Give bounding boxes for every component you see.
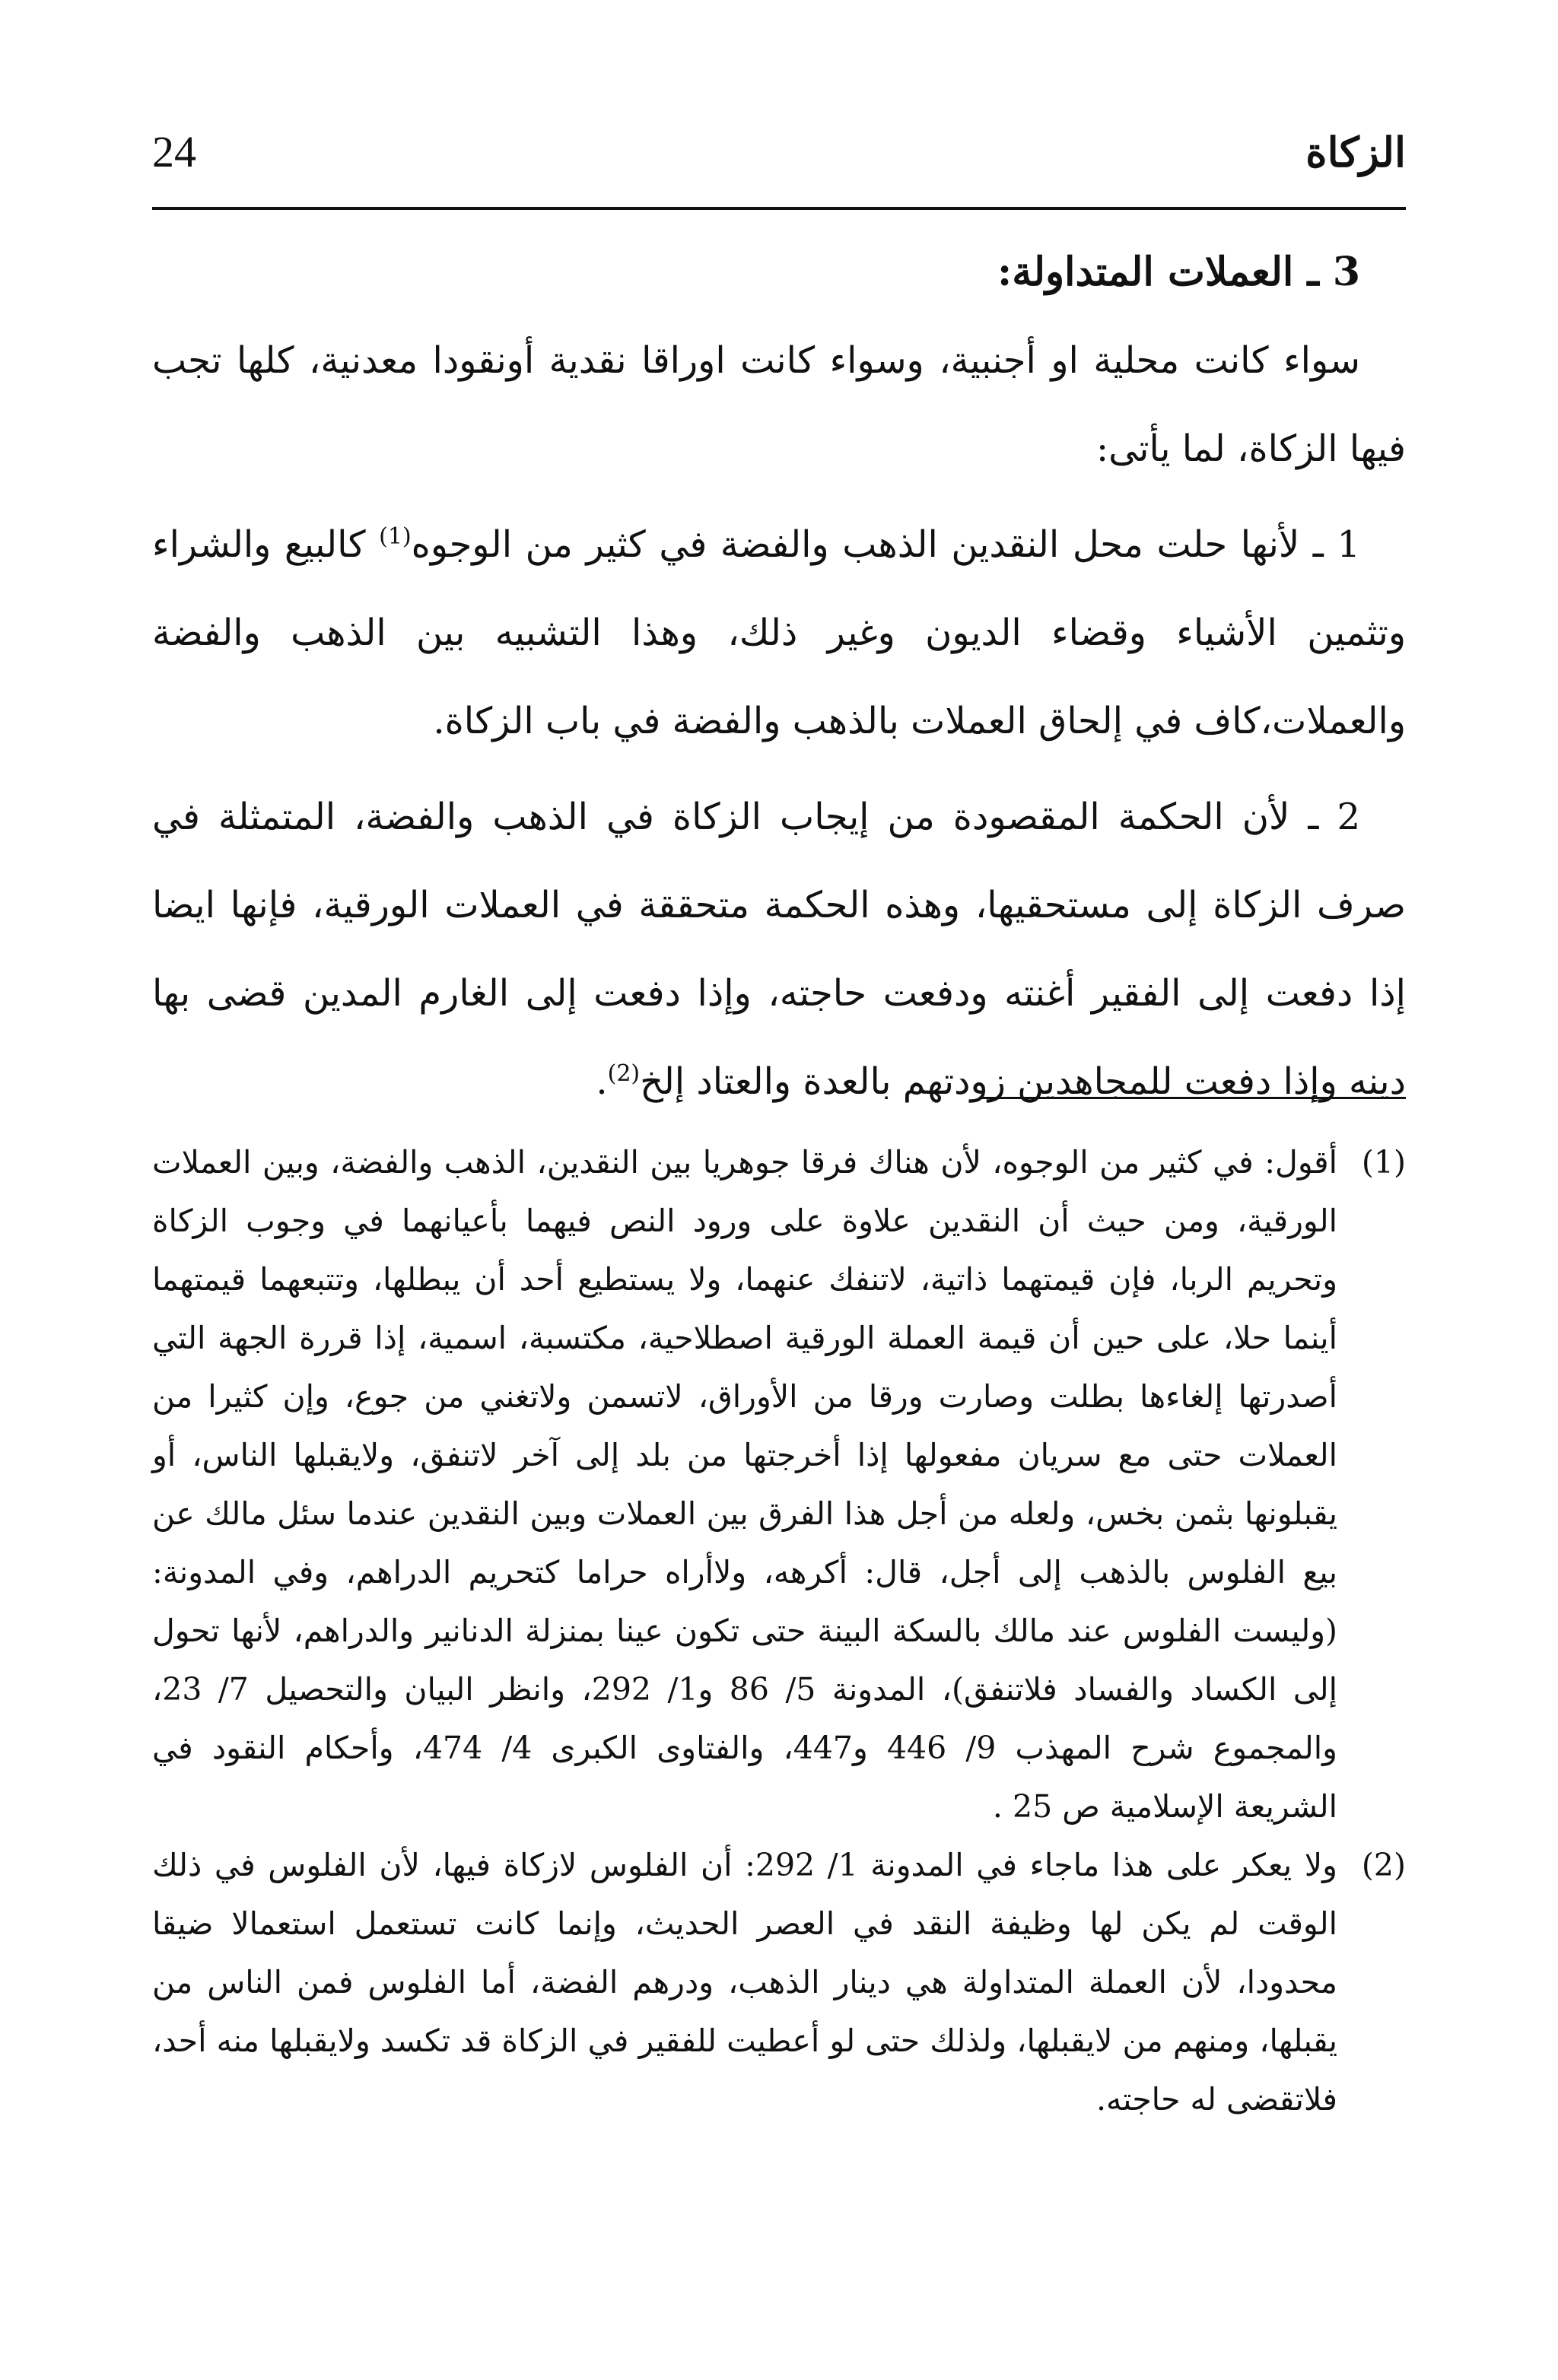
point-2-text-end: . (596, 1060, 608, 1103)
point-1-paragraph (152, 500, 1406, 765)
point-2-text-start: 2 ـ لأن الحكمة المقصودة من إيجاب الزكاة في الذهب والفضة، المتمثلة في صرف الزكاة إلى مستحقيها، وهذه الحكمة متحققة في العملات الورقية، فإنها ايضا إذا دفعت إلى الفقير أغنته ودفعت حاجته، وإذا دفعت إلى الغارم المدين قضى بها دينه وإذا دفعت للمجاهدين زودتهم بالعدة والعتاد إلخ (152, 796, 1407, 1103)
intro-paragraph: سواء كانت محلية او أجنبية، وسواء كانت اوراقا نقدية أونقودا معدنية، كلها تجب فيها الزكاة، لما يأتى: (152, 339, 1406, 470)
point-1-text-end: كالبيع والشراء وتثمين الأشياء وقضاء الديون وغير ذلك، وهذا التشبيه بين الذهب والفضة والعملات،كاف في إلحاق العملات بالذهب والفضة في باب الزكاة. (152, 523, 1406, 742)
point-1-text-start: 1 ـ لأنها حلت محل النقدين الذهب والفضة في كثير من الوجوه (411, 523, 1360, 566)
footnote-2 (152, 1836, 1406, 2129)
running-title: الزكاة (1305, 128, 1406, 176)
footnotes (152, 1133, 1406, 2129)
footnote-text: ولا يعكر على هذا ماجاء في المدونة 1/ 292: أن الفلوس لازكاة فيها، لأن الفلوس في ذلك الوقت لم يكن لها وظيفة النقد في العصر الحديث، وإنما كانت تستعمل استعمالا ضيقا محدودا، لأن العملة المتداولة هي دينار الذهب، ودرهم الفضة، أما الفلوس فمن الناس من يقبلها، ومنهم من لايقبلها، ولذلك حتى لو أعطيت للفقير في الزكاة قد تكسد ولايقبلها منه أحد، فلاتقضى له حاجته. (152, 1847, 1337, 2118)
footnote-marker: (1) (1361, 1144, 1406, 1180)
main-text (152, 228, 1406, 1126)
footnote-ref-1[interactable]: (1) (379, 523, 412, 550)
footnote-text: أقول: في كثير من الوجوه، لأن هناك فرقا جوهريا بين النقدين، الذهب والفضة، وبين العملات الورقية، ومن حيث أن النقدين علاوة على ورود النص فيهما بأعيانهما في وجوب الزكاة وتحريم الربا، فإن قيمتهما ذاتية، لاتنفك عنهما، ولا يستطيع أحد أن يبطلها، وتتبعهما قيمتهما أينما حلا، على حين أن قيمة العملة الورقية اصطلاحية، مكتسبة، اسمية، إذا قررة الجهة التي أصدرتها إلغاءها بطلت وصارت ورقا من الأوراق، لاتسمن ولاتغني من جوع، وإن كثيرا من العملات حتى مع سريان مفعولها إذا أخرجتها من بلد إلى آخر لاتنفق، ولايقبلها الناس، أو يقبلونها بثمن بخس، ولعله من أجل هذا الفرق بين العملات وبين النقدين عندما سئل مالك عن بيع الفلوس بالذهب إلى أجل، قال: أكرهه، ولاأراه حراما كتحريم الدراهم، وفي المدونة: (وليست الفلوس عند مالك بالسكة البينة حتى تكون عينا بمنزلة الدنانير والدراهم، لأنها تحول إلى الكساد والفساد فلاتنفق)، المدونة 5/ 86 و1/ 292، وانظر البيان والتحصيل 7/ 23، والمجموع شرح المهذب 9/ 446 و447، والفتاوى الكبرى 4/ 474، وأحكام النقود في الشريعة الإسلامية ص 25 . (152, 1144, 1337, 1825)
footnote-ref-2[interactable]: (2) (607, 1060, 641, 1087)
footnote-separator (980, 1097, 1406, 1099)
page-number: 24 (152, 127, 196, 176)
running-header (152, 122, 1406, 183)
header-rule (152, 207, 1406, 210)
footnote-1 (152, 1133, 1406, 1836)
point-2-paragraph (152, 773, 1406, 1126)
footnote-marker: (2) (1361, 1847, 1406, 1883)
section-heading: 3 ـ العملات المتداولة: (997, 249, 1360, 295)
